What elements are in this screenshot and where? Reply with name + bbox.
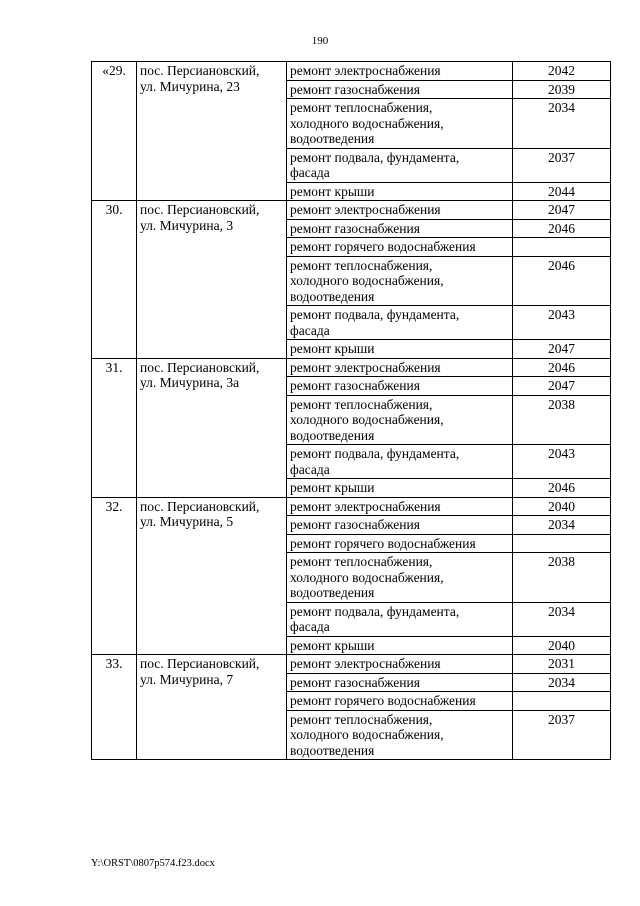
work-type-cell — [287, 673, 513, 692]
address-cell — [137, 497, 287, 655]
table-row — [92, 655, 611, 674]
year-cell — [513, 238, 611, 257]
work-type-line: ремонт крыши — [290, 341, 375, 356]
work-type-line: фасада — [290, 619, 330, 634]
address-line: ул. Мичурина, 23 — [140, 78, 240, 94]
work-type-line: ремонт электроснабжения — [290, 63, 441, 78]
work-type-line: водоотведения — [290, 131, 375, 146]
work-type-line: ремонт теплоснабжения, — [290, 711, 433, 727]
work-type-line: ремонт горячего водоснабжения — [290, 239, 476, 254]
address-line: пос. Персиановский, — [140, 498, 260, 514]
work-type-cell — [287, 692, 513, 711]
year-cell: 2034 — [513, 99, 611, 149]
work-type-line: холодного водоснабжения, — [290, 569, 444, 585]
work-type-line: фасада — [290, 461, 330, 477]
work-type-line: ремонт теплоснабжения, — [290, 257, 433, 273]
address-line: ул. Мичурина, 7 — [140, 671, 234, 687]
work-type-line: холодного водоснабжения, — [290, 273, 444, 288]
item-number: 30. — [92, 201, 137, 359]
page-number: 190 — [311, 35, 329, 47]
address-line: пос. Персиановский, — [140, 656, 260, 671]
address-cell — [137, 201, 287, 359]
year-cell: 2046 — [513, 256, 611, 306]
item-number: 33. — [92, 655, 137, 760]
work-type-cell — [287, 62, 513, 81]
work-type-line: ремонт газоснабжения — [290, 517, 420, 532]
work-type-line: ремонт горячего водоснабжения — [290, 535, 476, 551]
work-type-cell — [287, 340, 513, 359]
work-type-line: фасада — [290, 165, 330, 180]
work-type-line: ремонт подвала, фундамента, — [290, 149, 460, 165]
item-number: «29. — [92, 62, 137, 201]
work-type-cell — [287, 358, 513, 377]
work-type-line: ремонт теплоснабжения, — [290, 396, 433, 412]
work-type-cell — [287, 497, 513, 516]
work-type-line: ремонт газоснабжения — [290, 378, 420, 393]
year-cell: 2046 — [513, 219, 611, 238]
work-type-cell — [287, 636, 513, 655]
year-cell: 2034 — [513, 673, 611, 692]
year-cell: 2043 — [513, 445, 611, 479]
work-type-cell — [287, 256, 513, 306]
year-cell — [513, 692, 611, 711]
table-row — [92, 358, 611, 377]
year-cell: 2038 — [513, 395, 611, 445]
item-number: 31. — [92, 358, 137, 497]
work-type-cell — [287, 80, 513, 99]
work-type-line: ремонт подвала, фундамента, — [290, 603, 460, 619]
address-line: ул. Мичурина, 5 — [140, 514, 234, 529]
work-type-cell — [287, 534, 513, 553]
work-type-line: ремонт электроснабжения — [290, 656, 441, 671]
address-line: ул. Мичурина, 3 — [140, 217, 234, 233]
work-type-cell — [287, 479, 513, 498]
work-type-line: ремонт электроснабжения — [290, 498, 441, 514]
work-type-line: ремонт крыши — [290, 637, 375, 653]
work-type-line: холодного водоснабжения, — [290, 115, 444, 131]
table-row — [92, 201, 611, 220]
year-cell: 2043 — [513, 306, 611, 340]
table-body — [92, 62, 611, 760]
year-cell: 2047 — [513, 201, 611, 220]
work-type-cell — [287, 306, 513, 340]
work-type-cell — [287, 219, 513, 238]
work-type-cell — [287, 395, 513, 445]
year-cell: 2046 — [513, 479, 611, 498]
work-type-cell — [287, 516, 513, 535]
work-type-line: ремонт газоснабжения — [290, 674, 420, 690]
year-cell: 2046 — [513, 358, 611, 377]
year-cell: 2039 — [513, 80, 611, 99]
work-type-cell — [287, 182, 513, 201]
work-type-cell — [287, 148, 513, 182]
work-type-line: ремонт крыши — [290, 480, 375, 495]
year-cell: 2042 — [513, 62, 611, 81]
year-cell: 2034 — [513, 602, 611, 636]
work-type-line: ремонт горячего водоснабжения — [290, 693, 476, 708]
work-type-line: ремонт подвала, фундамента, — [290, 307, 460, 322]
work-type-line: ремонт электроснабжения — [290, 359, 441, 375]
year-cell: 2037 — [513, 710, 611, 760]
work-type-line: холодного водоснабжения, — [290, 727, 444, 742]
work-type-line: ремонт электроснабжения — [290, 202, 441, 217]
footer-file-path: Y:\ORST\0807p574.f23.docx — [91, 858, 215, 869]
work-type-line: ремонт подвала, фундамента, — [290, 446, 460, 461]
work-type-cell — [287, 99, 513, 149]
work-type-line: водоотведения — [290, 288, 375, 304]
address-line: ул. Мичурина, 3а — [140, 375, 240, 390]
work-type-cell — [287, 238, 513, 257]
address-line: пос. Персиановский, — [140, 359, 260, 375]
table-row — [92, 62, 611, 81]
work-type-line: ремонт газоснабжения — [290, 220, 420, 236]
address-cell — [137, 62, 287, 201]
work-type-line: водоотведения — [290, 742, 375, 758]
year-cell: 2040 — [513, 636, 611, 655]
address-line: пос. Персиановский, — [140, 202, 260, 217]
year-cell: 2047 — [513, 377, 611, 396]
work-type-cell — [287, 655, 513, 674]
work-type-cell — [287, 602, 513, 636]
work-type-cell — [287, 377, 513, 396]
work-type-cell — [287, 553, 513, 603]
work-type-cell — [287, 201, 513, 220]
work-type-line: водоотведения — [290, 427, 375, 443]
work-type-line: холодного водоснабжения, — [290, 412, 444, 427]
work-type-cell — [287, 710, 513, 760]
work-type-line: фасада — [290, 322, 330, 338]
work-type-line: ремонт газоснабжения — [290, 81, 420, 97]
year-cell: 2037 — [513, 148, 611, 182]
year-cell: 2038 — [513, 553, 611, 603]
work-type-line: водоотведения — [290, 585, 375, 600]
year-cell — [513, 534, 611, 553]
repair-schedule-table — [91, 61, 611, 760]
work-type-cell — [287, 445, 513, 479]
address-cell — [137, 655, 287, 760]
address-cell — [137, 358, 287, 497]
year-cell: 2047 — [513, 340, 611, 359]
work-type-line: ремонт теплоснабжения, — [290, 554, 433, 569]
table-row — [92, 497, 611, 516]
work-type-line: ремонт теплоснабжения, — [290, 100, 433, 115]
address-line: пос. Персиановский, — [140, 63, 260, 78]
year-cell: 2040 — [513, 497, 611, 516]
year-cell: 2031 — [513, 655, 611, 674]
year-cell: 2034 — [513, 516, 611, 535]
work-type-line: ремонт крыши — [290, 183, 375, 199]
item-number: 32. — [92, 497, 137, 655]
year-cell: 2044 — [513, 182, 611, 201]
